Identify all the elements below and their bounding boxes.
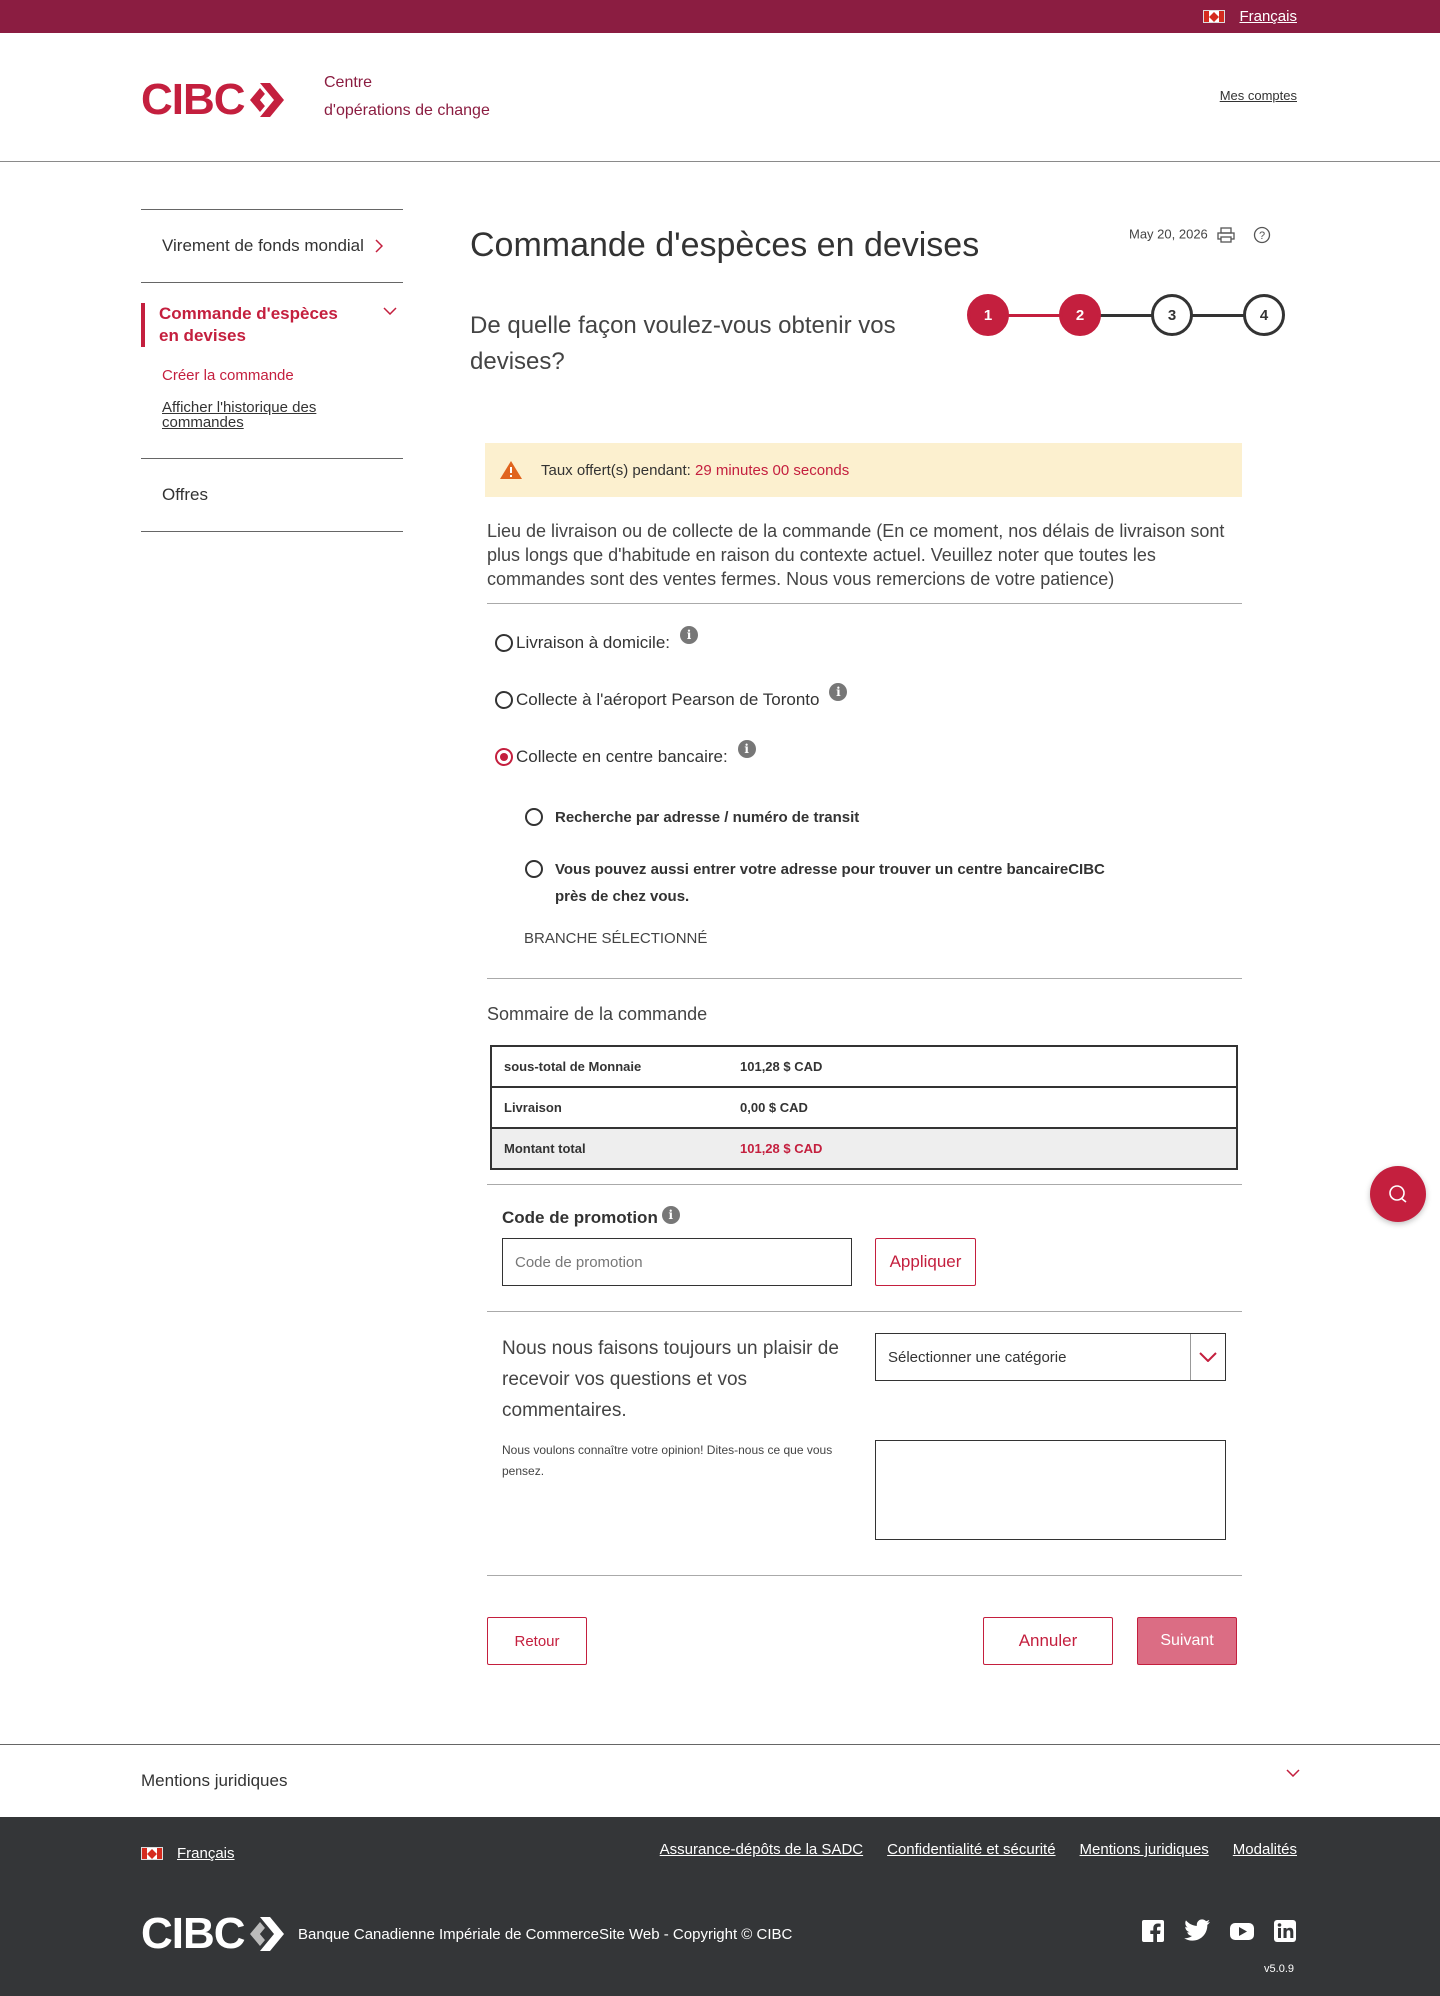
footer [0,1817,1440,1996]
chevron-right-icon [375,239,383,253]
radio-button-selected[interactable] [495,748,513,766]
logo-text: CIBC [141,1909,245,1958]
step-connector [1191,314,1245,317]
row-value [740,1100,808,1115]
page-title: Commande d'espèces en devises [470,226,980,264]
svg-text:?: ? [1258,230,1266,242]
chat-icon [1386,1182,1410,1206]
radio-label: Collecte à l'aéroport Pearson de Toronto [516,690,820,709]
row-value: 101,28 $ CAD [740,1059,823,1074]
active-indicator [141,303,145,347]
table-row [490,1045,1238,1088]
subtitle-line-2: d'opérations de change [324,102,490,119]
radio-airport-pickup[interactable] [495,685,847,710]
language-switch[interactable] [1203,8,1297,25]
radio-branch-pickup[interactable] [495,742,756,767]
radio-button[interactable] [495,634,513,652]
legal-accordion[interactable] [0,1744,1440,1817]
promo-code-input[interactable]: Code de promotion [502,1238,852,1286]
canada-flag-icon [1203,10,1225,23]
row-label: Livraison [504,1100,562,1115]
select-value: Sélectionner une catégorie [888,1348,1067,1366]
facebook-icon[interactable] [1141,1919,1165,1943]
sidebar-item-commande[interactable] [141,283,403,367]
top-bar [0,0,1440,33]
selected-branch-label: BRANCHE SÉLECTIONNÉ [524,930,708,947]
footer-link-privacy[interactable]: Confidentialité et sécurité [887,1841,1056,1858]
divider [487,978,1242,979]
footer-links [660,1841,1297,1858]
summary-title: Sommaire de la commande [487,1004,708,1024]
footer-link-terms[interactable]: Modalités [1232,1841,1297,1858]
chevron-down-icon [1286,1769,1300,1777]
twitter-icon[interactable] [1183,1919,1211,1943]
divider [487,603,1242,604]
chat-button[interactable] [1370,1166,1426,1222]
step-question: De quelle façon voulez-vous obtenir vos devises? [470,312,896,375]
row-label: sous-total de Monnaie [504,1059,642,1074]
create-order-link[interactable]: Créer la commande [162,367,294,384]
sidebar-item-virement[interactable] [141,210,403,282]
sidebar-item-label: Offres [162,485,208,504]
cancel-button[interactable]: Annuler [983,1617,1113,1665]
feedback-subtext: Nous voulons connaître votre opinion! Dites-nous ce que vous pensez. [502,1443,833,1478]
rate-timer-alert [485,443,1242,497]
step-2: 2 [1059,294,1101,336]
progress-stepper [967,294,1285,336]
row-value: 101,28 $ CAD [740,1141,823,1156]
logo-text: CIBC [141,75,245,124]
info-icon[interactable]: i [680,626,698,644]
row-value-amount: 0,00 [740,1100,766,1115]
feedback-text: Nous nous faisons toujours un plaisir de recevoir vos questions et vos commentaires. [502,1338,839,1421]
step-1: 1 [967,294,1009,336]
feedback-textarea[interactable] [875,1440,1226,1540]
apply-promo-button[interactable]: Appliquer [875,1238,976,1286]
canada-flag-icon [141,1847,163,1860]
divider [487,1575,1242,1576]
cibc-diamond-icon [248,1915,286,1953]
my-accounts-link[interactable]: Mes comptes [1219,88,1297,103]
subtitle-line-1: Centre [324,74,373,91]
next-button[interactable]: Suivant [1137,1617,1237,1665]
sidebar-item-label: Commande d'espèces en devises [159,304,338,345]
chevron-down-icon [1199,1352,1217,1362]
chevron-down-icon [383,307,397,315]
dropdown-toggle[interactable] [1190,1334,1225,1380]
radio-search-address[interactable] [525,804,859,831]
sidebar-item-offres[interactable] [141,459,403,531]
step-connector [1007,314,1061,317]
radio-home-delivery[interactable] [495,628,698,653]
legal-title: Mentions juridiques [141,1771,288,1790]
language-link[interactable]: Français [1239,8,1297,25]
footer-link-sadc[interactable]: Assurance-dépôts de la SADC [659,1841,864,1858]
cibc-logo[interactable] [141,75,286,125]
info-icon[interactable]: i [662,1206,680,1224]
footer-link-legal[interactable]: Mentions juridiques [1079,1841,1209,1858]
radio-button[interactable] [525,808,543,826]
cibc-diamond-icon [248,81,286,119]
social-links [1141,1919,1297,1943]
back-button[interactable]: Retour [487,1617,587,1665]
divider [487,1311,1242,1312]
app-version: v5.0.9 [1264,1963,1294,1975]
table-row [490,1086,1238,1129]
table-row-total [490,1127,1238,1170]
print-icon[interactable] [1217,227,1235,243]
radio-label: Recherche par adresse / numéro de transit [555,809,860,826]
site-subtitle [324,69,490,125]
radio-label: Livraison à domicile: [516,633,671,652]
date-tools [1129,226,1271,244]
divider [487,1184,1242,1185]
info-icon[interactable]: i [738,740,756,758]
row-label: Montant total [504,1141,586,1156]
category-select[interactable] [875,1333,1226,1381]
order-summary-table [490,1045,1238,1170]
current-date: May 20, 2026 [1129,226,1208,242]
footer-logo[interactable] [141,1909,286,1959]
step-4: 4 [1243,294,1285,336]
linkedin-icon[interactable] [1273,1919,1297,1943]
sidebar-item-label: Virement de fonds mondial [162,236,364,255]
row-value-currency: $ CAD [765,1100,808,1115]
radio-label: Collecte en centre bancaire: [516,747,728,766]
help-icon[interactable] [1253,226,1271,244]
youtube-icon[interactable] [1229,1919,1255,1943]
alert-prefix: Taux offert(s) pendant: [541,461,691,479]
promo-label [502,1208,680,1228]
footer-language-switch[interactable] [141,1845,235,1862]
header [0,33,1440,162]
order-history-link[interactable]: Afficher l'historique des commandes [162,399,317,431]
info-icon[interactable]: i [829,683,847,701]
delivery-intro: Lieu de livraison ou de collecte de la commande (En ce moment, nos délais de livraison sont plus longs que d'habitude en raison du contexte actuel. Veuillez noter que toutes les commandes sont des ventes fermes. Nous vous remercions de votre patience) [487,521,1225,589]
radio-label: Vous pouvez aussi entrer votre adresse pour trouver un centre bancaireCIBC près de chez vous. [555,861,1105,905]
countdown-timer: 29 minutes 00 seconds [694,461,850,479]
step-connector [1099,314,1153,317]
copyright-text: Banque Canadienne Impériale de CommerceSite Web - Copyright © CIBC [298,1926,793,1943]
sidebar-nav [141,209,403,532]
language-link[interactable]: Français [177,1845,235,1862]
radio-button[interactable] [495,691,513,709]
promo-label-text: Code de promotion [502,1208,658,1227]
warning-icon [499,460,523,480]
radio-button[interactable] [525,860,543,878]
radio-enter-address[interactable] [525,856,1125,910]
step-3: 3 [1151,294,1193,336]
